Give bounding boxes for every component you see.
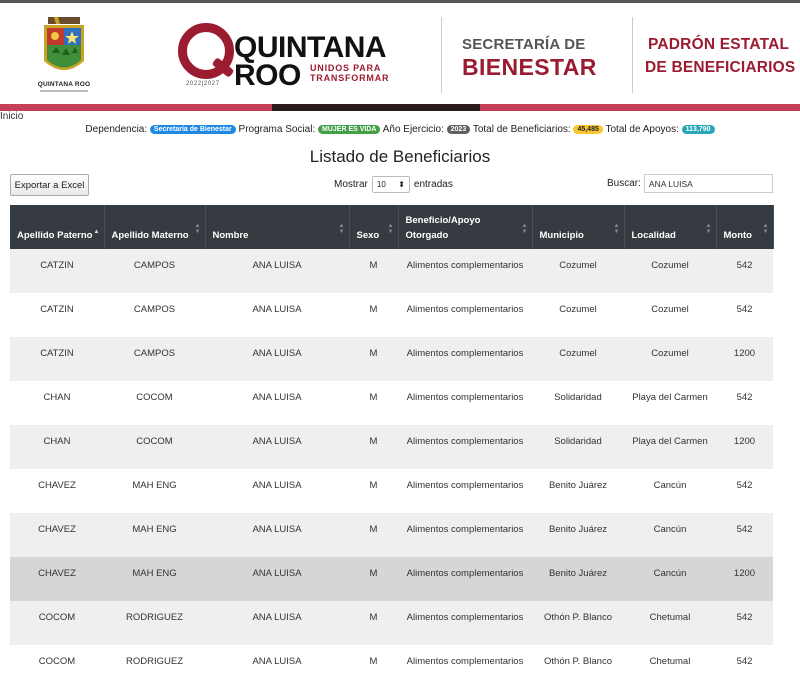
sort-icon: ▲ ▼ xyxy=(521,223,528,235)
sort-icon: ▲ ▼ xyxy=(705,223,712,235)
table-row[interactable] xyxy=(10,469,773,513)
cell-beneficio: Alimentos complementarios xyxy=(398,645,532,689)
brand-slogan-line-1: UNIDOS PARA xyxy=(310,63,382,73)
cell-nombre: ANA LUISA xyxy=(205,337,349,381)
brand-years: 2022|2027 xyxy=(186,81,220,87)
cell-municipio: Benito Juárez xyxy=(532,557,624,601)
cell-localidad: Playa del Carmen xyxy=(624,381,716,425)
cell-municipio: Benito Juárez xyxy=(532,513,624,557)
header-label: Apellido Paterno xyxy=(17,230,93,241)
col-beneficio[interactable] xyxy=(398,205,532,249)
search-control xyxy=(607,174,773,193)
updown-chevron-icon: ⬍ xyxy=(398,180,405,189)
summary-bar xyxy=(0,124,800,135)
table-row[interactable] xyxy=(10,557,773,601)
state-logo-underline xyxy=(40,90,88,92)
cell-municipio: Othón P. Blanco xyxy=(532,601,624,645)
cell-localidad: Cozumel xyxy=(624,337,716,381)
cell-monto: 1200 xyxy=(716,337,773,381)
padron-line-2: DE BENEFICIARIOS xyxy=(645,59,796,76)
cell-municipio: Benito Juárez xyxy=(532,469,624,513)
cell-apellido-paterno: CHAN xyxy=(10,425,104,469)
page-length-control xyxy=(334,176,453,193)
page-title: Listado de Beneficiarios xyxy=(309,147,491,166)
table-row[interactable] xyxy=(10,513,773,557)
header-label: Sexo xyxy=(356,230,380,241)
cell-localidad: Cozumel xyxy=(624,249,716,293)
cell-localidad: Cozumel xyxy=(624,293,716,337)
cell-beneficio: Alimentos complementarios xyxy=(398,249,532,293)
header-divider xyxy=(441,17,442,93)
cell-sexo: M xyxy=(349,425,398,469)
cell-localidad: Chetumal xyxy=(624,601,716,645)
cell-monto: 542 xyxy=(716,381,773,425)
beneficiarios-label: Total de Beneficiarios: xyxy=(472,124,571,135)
header-label: Apellido Materno xyxy=(111,230,189,241)
cell-sexo: M xyxy=(349,469,398,513)
table-body xyxy=(10,249,773,689)
apoyos-label: Total de Apoyos: xyxy=(605,124,679,135)
col-municipio[interactable] xyxy=(532,205,624,249)
cell-apellido-materno: RODRIGUEZ xyxy=(104,645,205,689)
cell-sexo: M xyxy=(349,645,398,689)
cell-apellido-materno: RODRIGUEZ xyxy=(104,601,205,645)
cell-apellido-materno: CAMPOS xyxy=(104,293,205,337)
cell-municipio: Cozumel xyxy=(532,249,624,293)
cell-municipio: Solidaridad xyxy=(532,425,624,469)
cell-beneficio: Alimentos complementarios xyxy=(398,469,532,513)
header-label: Beneficio/Apoyo Otorgado xyxy=(405,215,481,241)
cell-nombre: ANA LUISA xyxy=(205,601,349,645)
cell-beneficio: Alimentos complementarios xyxy=(398,381,532,425)
quintana-roo-brand-logo xyxy=(178,21,390,92)
entries-label: entradas xyxy=(413,179,453,190)
sort-icon: ▲ ▼ xyxy=(338,223,345,235)
header-divider xyxy=(632,17,633,93)
table-row[interactable] xyxy=(10,645,773,689)
apoyos-badge: 113,790 xyxy=(682,125,715,134)
cell-localidad: Chetumal xyxy=(624,645,716,689)
sort-icon: ▲ ▼ xyxy=(613,223,620,235)
col-monto[interactable] xyxy=(716,205,773,249)
sort-icon: ▲ ▼ xyxy=(387,223,394,235)
page-length-select[interactable] xyxy=(372,176,410,193)
cell-beneficio: Alimentos complementarios xyxy=(398,337,532,381)
table-row[interactable] xyxy=(10,601,773,645)
cell-apellido-materno: MAH ENG xyxy=(104,469,205,513)
cell-monto: 542 xyxy=(716,645,773,689)
padron-title xyxy=(645,36,795,77)
table-row[interactable] xyxy=(10,425,773,469)
sort-icon: ▲ ▼ xyxy=(762,223,769,235)
cell-monto: 542 xyxy=(716,469,773,513)
cell-sexo: M xyxy=(349,249,398,293)
col-sexo[interactable] xyxy=(349,205,398,249)
table-row[interactable] xyxy=(10,337,773,381)
col-nombre[interactable] xyxy=(205,205,349,249)
brand-word-2: ROO xyxy=(234,59,301,92)
cell-apellido-paterno: CHAN xyxy=(10,381,104,425)
cell-apellido-paterno: CHAVEZ xyxy=(10,469,104,513)
cell-apellido-paterno: CATZIN xyxy=(10,293,104,337)
export-excel-button[interactable]: Exportar a Excel xyxy=(10,174,89,196)
cell-sexo: M xyxy=(349,337,398,381)
cell-apellido-paterno: COCOM xyxy=(10,601,104,645)
state-logo-caption: QUINTANA ROO xyxy=(37,81,91,88)
header-label: Municipio xyxy=(539,230,584,241)
cell-nombre: ANA LUISA xyxy=(205,469,349,513)
cell-apellido-paterno: CHAVEZ xyxy=(10,557,104,601)
cell-sexo: M xyxy=(349,381,398,425)
cell-nombre: ANA LUISA xyxy=(205,557,349,601)
site-header xyxy=(0,3,800,105)
secretaria-line-1: SECRETARÍA DE xyxy=(462,36,586,53)
cell-monto: 1200 xyxy=(716,557,773,601)
cell-beneficio: Alimentos complementarios xyxy=(398,425,532,469)
cell-sexo: M xyxy=(349,557,398,601)
programa-label: Programa Social: xyxy=(238,124,316,135)
header-color-band xyxy=(0,104,800,111)
cell-apellido-materno: CAMPOS xyxy=(104,249,205,293)
cell-sexo: M xyxy=(349,293,398,337)
cell-sexo: M xyxy=(349,601,398,645)
cell-nombre: ANA LUISA xyxy=(205,249,349,293)
secretaria-title xyxy=(462,36,597,81)
cell-monto: 542 xyxy=(716,249,773,293)
header-label: Monto xyxy=(723,230,752,241)
table-row[interactable] xyxy=(10,249,773,293)
cell-nombre: ANA LUISA xyxy=(205,425,349,469)
search-label: Buscar: xyxy=(607,178,641,189)
col-localidad[interactable] xyxy=(624,205,716,249)
cell-apellido-materno: MAH ENG xyxy=(104,513,205,557)
programa-badge: MUJER ES VIDA xyxy=(318,125,380,134)
cell-nombre: ANA LUISA xyxy=(205,645,349,689)
cell-nombre: ANA LUISA xyxy=(205,293,349,337)
cell-apellido-paterno: CHAVEZ xyxy=(10,513,104,557)
cell-sexo: M xyxy=(349,513,398,557)
cell-municipio: Solidaridad xyxy=(532,381,624,425)
table-header-row xyxy=(10,205,773,249)
cell-localidad: Cancún xyxy=(624,557,716,601)
sort-icon: ▲ ▼ xyxy=(194,223,201,235)
header-label: Nombre xyxy=(212,230,249,241)
cell-monto: 542 xyxy=(716,601,773,645)
beneficiarios-badge: 45,485 xyxy=(573,125,602,134)
state-coat-of-arms-logo xyxy=(34,17,94,97)
cell-apellido-paterno: COCOM xyxy=(10,645,104,689)
cell-apellido-materno: COCOM xyxy=(104,425,205,469)
brand-slogan xyxy=(310,63,389,83)
anio-label: Año Ejercicio: xyxy=(382,124,444,135)
col-apellido-materno[interactable] xyxy=(104,205,205,249)
cell-localidad: Cancún xyxy=(624,469,716,513)
cell-beneficio: Alimentos complementarios xyxy=(398,293,532,337)
cell-municipio: Cozumel xyxy=(532,337,624,381)
beneficiaries-table xyxy=(10,205,774,689)
page-length-value: 10 xyxy=(376,180,386,189)
cell-localidad: Playa del Carmen xyxy=(624,425,716,469)
cell-municipio: Othón P. Blanco xyxy=(532,645,624,689)
cell-apellido-paterno: CATZIN xyxy=(10,249,104,293)
show-label: Mostrar xyxy=(334,179,368,190)
padron-line-1: PADRÓN ESTATAL xyxy=(648,36,790,53)
table-row[interactable] xyxy=(10,293,773,337)
sort-asc-icon: ▲ xyxy=(93,229,100,235)
cell-beneficio: Alimentos complementarios xyxy=(398,601,532,645)
secretaria-line-2: BIENESTAR xyxy=(462,54,597,80)
search-input[interactable] xyxy=(644,174,773,193)
cell-nombre: ANA LUISA xyxy=(205,513,349,557)
cell-monto: 542 xyxy=(716,513,773,557)
dependencia-label: Dependencia: xyxy=(85,124,148,135)
cell-apellido-materno: MAH ENG xyxy=(104,557,205,601)
brand-slogan-line-2: TRANSFORMAR xyxy=(310,73,390,83)
cell-monto: 1200 xyxy=(716,425,773,469)
cell-apellido-materno: COCOM xyxy=(104,381,205,425)
coat-of-arms-icon xyxy=(40,17,88,79)
cell-localidad: Cancún xyxy=(624,513,716,557)
col-apellido-paterno[interactable] xyxy=(10,205,104,249)
cell-monto: 542 xyxy=(716,293,773,337)
cell-municipio: Cozumel xyxy=(532,293,624,337)
dependencia-badge: Secretaría de Bienestar xyxy=(150,125,236,134)
cell-apellido-materno: CAMPOS xyxy=(104,337,205,381)
anio-badge: 2023 xyxy=(447,125,471,134)
breadcrumb[interactable]: Inicio xyxy=(0,111,24,122)
table-row[interactable] xyxy=(10,381,773,425)
cell-nombre: ANA LUISA xyxy=(205,381,349,425)
brand-word-1: QUINTANA xyxy=(234,31,387,64)
cell-beneficio: Alimentos complementarios xyxy=(398,557,532,601)
header-label: Localidad xyxy=(631,230,676,241)
cell-beneficio: Alimentos complementarios xyxy=(398,513,532,557)
cell-apellido-paterno: CATZIN xyxy=(10,337,104,381)
